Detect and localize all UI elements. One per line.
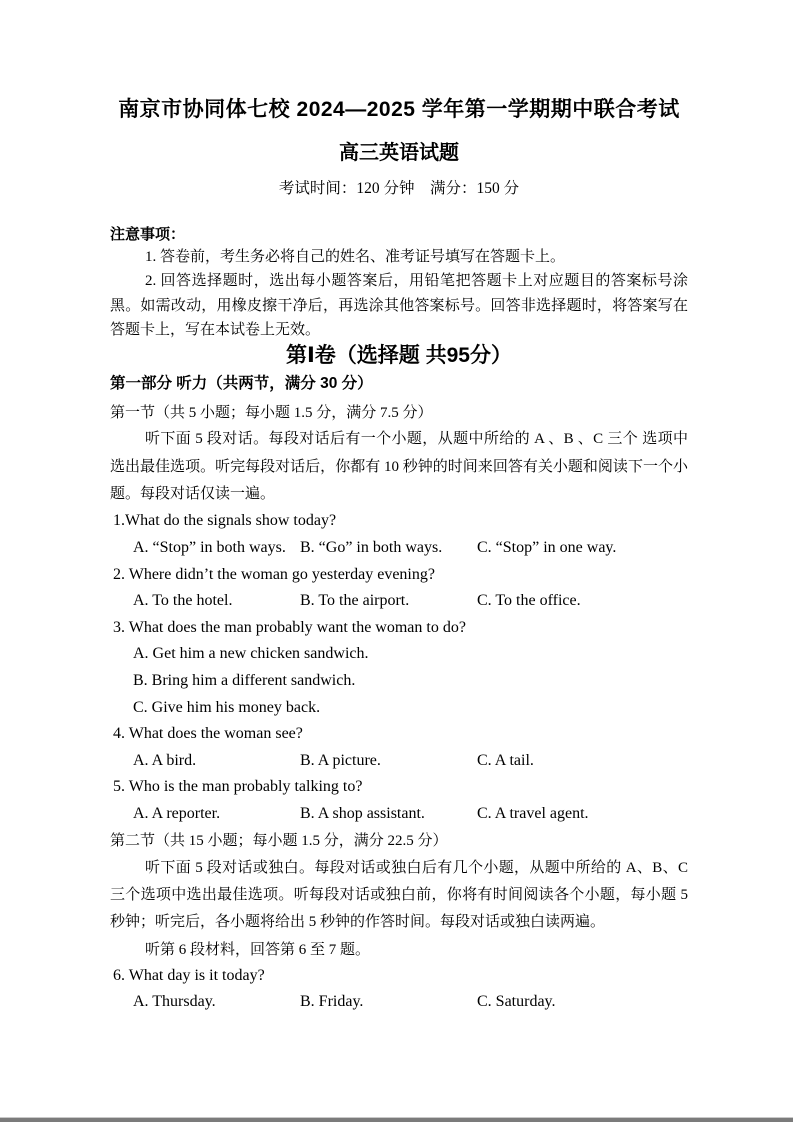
notice-item-1: 1. 答卷前，考生务必将自己的姓名、准考证号填写在答题卡上。	[145, 249, 566, 265]
exam-title: 南京市协同体七校 2024—2025 学年第一学期期中联合考试	[118, 98, 680, 121]
section-1-intro: 听下面 5 段对话。每段对话后有一个小题，从题中所给的 A 、B 、C 三个 选项中选出最佳选项。听完每段对话后，你都有 10 秒钟的时间来回答有关小题和阅读下一个小题。每段对话仅读一遍。	[110, 431, 688, 502]
material-6-note: 听第 6 段材料，回答第 6 至 7 题。	[145, 941, 371, 958]
section-2-questions	[110, 963, 688, 1016]
part-1-heading: 第一部分 听力（共两节，满分 30 分）	[110, 375, 373, 393]
section-2-intro: 听下面 5 段对话或独白。每段对话或独白后有几个小题，从题中所给的 A、B、C 三个选项中选出最佳选项。听每段对话或独白前，你将有时间阅读各个小题，每小题 5 秒钟；听完后，各小题将给出 5 秒钟的作答时间。每段对话或独白读两遍。	[110, 860, 688, 931]
volume-1-heading: 第Ⅰ卷（选择题 共95分）	[285, 344, 512, 368]
question-2-option-a: A. To the hotel.	[133, 592, 233, 610]
question-3-text: 3. What does the man probably want the woman to do?	[113, 618, 466, 636]
question-5-option-a: A. A reporter.	[133, 804, 221, 822]
question-6-text: 6. What day is it today?	[113, 966, 265, 984]
question-2-option-b: B. To the airport.	[300, 592, 410, 610]
question-6-option-b: B. Friday.	[300, 993, 364, 1011]
question-5-option-b: B. A shop assistant.	[300, 804, 425, 822]
question-2-options	[110, 588, 688, 615]
question-4-text: 4. What does the woman see?	[113, 725, 303, 743]
question-4-options	[110, 748, 688, 775]
question-1-text: 1.What do the signals show today?	[113, 512, 337, 530]
page-content	[110, 0, 688, 1016]
question-1-option-b: B. “Go” in both ways.	[300, 539, 443, 556]
notice-heading: 注意事项：	[110, 226, 186, 243]
page-bottom-edge	[0, 1117, 793, 1122]
question-3-option-a: A. Get him a new chicken sandwich.	[133, 645, 369, 663]
question-1-options	[110, 535, 688, 562]
question-5-option-c: C. A travel agent.	[477, 804, 589, 822]
question-5-text: 5. Who is the man probably talking to?	[113, 778, 363, 796]
question-5-options	[110, 801, 688, 828]
exam-info-line: 考试时间：120 分钟 满分：150 分	[278, 180, 520, 197]
question-1-option-c: C. “Stop” in one way.	[477, 539, 617, 556]
question-6-option-c: C. Saturday.	[477, 993, 556, 1011]
question-3-option-c: C. Give him his money back.	[133, 698, 321, 716]
section-1-heading: 第一节（共 5 小题；每小题 1.5 分，满分 7.5 分）	[110, 405, 433, 422]
question-4-option-a: A. A bird.	[133, 751, 197, 769]
question-6-option-a: A. Thursday.	[133, 993, 216, 1011]
notice-item-2: 2. 回答选择题时，选出每小题答案后，用铅笔把答题卡上对应题目的答案标号涂黑。如需改动，用橡皮擦干净后，再选涂其他答案标号。回答非选择题时，将答案写在答题卡上，写在本试卷上无效。	[110, 273, 688, 338]
question-2-option-c: C. To the office.	[477, 592, 581, 610]
question-2-text: 2. Where didn’t the woman go yesterday evening?	[113, 565, 435, 583]
question-3-option-b: B. Bring him a different sandwich.	[133, 671, 356, 689]
section-2-heading: 第二节（共 15 小题；每小题 1.5 分，满分 22.5 分）	[110, 832, 448, 849]
listening-questions	[110, 508, 688, 827]
exam-subtitle: 高三英语试题	[339, 142, 459, 164]
question-4-option-b: B. A picture.	[300, 751, 381, 769]
question-6-options	[110, 989, 688, 1016]
question-4-option-c: C. A tail.	[477, 751, 534, 769]
question-1-option-a: A. “Stop” in both ways.	[133, 539, 286, 556]
